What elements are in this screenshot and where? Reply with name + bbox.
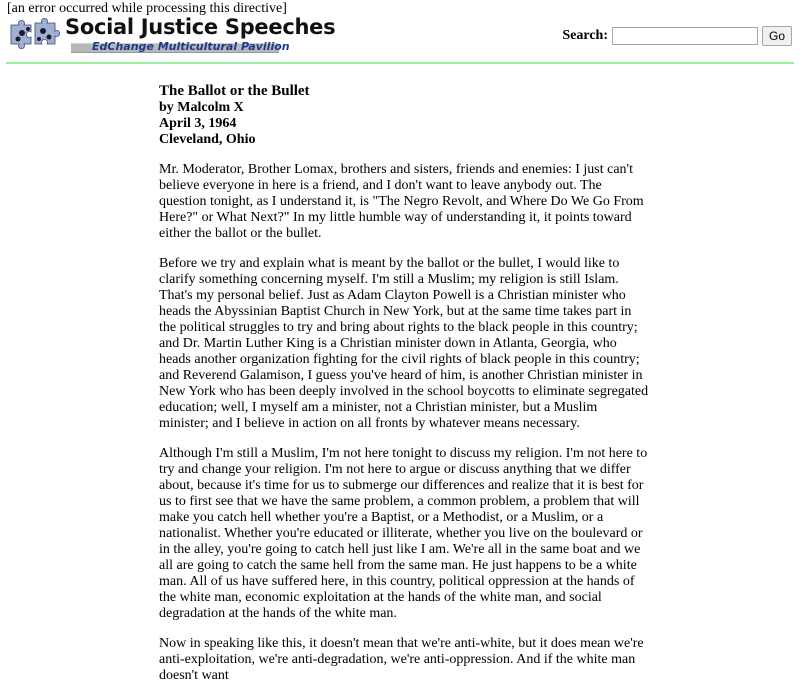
speech-paragraph: Before we try and explain what is meant by the ballot or the bullet, I would like to clarify something concerning myself. I'm still a Muslim; my religion is still Islam. That's my personal belief. Just as Adam Clayton Powell is a Christian minister who heads the Abyssinian Baptist Church in New York, but at the same time takes part in the political struggles to try and bring about rights to the black people in this country; and Dr. Martin Luther King is a Christian minister down in Atlanta, Georgia, who heads another organization fighting for the civil rights of black people in this country; and Reverend Galamison, I guess you've heard of him, is another Christian minister in New York who has been deeply involved in the school boycotts to eliminate segregated education; well, I myself am a minister, not a Christian minister, but a Muslim minister; and I believe in action on all fronts by whatever means necessary. <box>159 256 649 431</box>
speech-title: The Ballot or the Bullet <box>159 83 310 99</box>
speech-author: by Malcolm X <box>159 100 244 115</box>
site-logo[interactable] <box>8 15 336 55</box>
ssi-error-message: [an error occurred while processing this directive] <box>7 1 287 16</box>
logo-subtitle: EdChange Multicultural Pavilion <box>92 40 290 53</box>
header-divider <box>6 62 794 64</box>
logo-title: Social Justice Speeches <box>65 15 336 39</box>
speech-location: Cleveland, Ohio <box>159 132 256 147</box>
speech-paragraph: Although I'm still a Muslim, I'm not here tonight to discuss my religion. I'm not here to try and change your religion. I'm not here to argue or discuss anything that we differ about, because it's time for us to submerge our differences and realize that it is best for us to first see that we have the same problem, a common problem, a problem that will make you catch hell whether you're a Baptist, or a Methodist, or a Muslim, or a nationalist. Whether you're educated or illiterate, whether you live on the boulevard or in the alley, you're going to catch hell just like I am. We're all in the same boat and we all are going to catch the same hell from the same man. He just happens to be a white man. All of us have suffered here, in this country, political oppression at the hands of the white man, economic exploitation at the hands of the white man, and social degradation at the hands of the white man. <box>159 446 648 621</box>
search-form <box>562 26 792 46</box>
speech-paragraph: Now in speaking like this, it doesn't mean that we're anti-white, but it does mean we're anti-exploitation, we're anti-degradation, we're anti-oppression. And if the white man doesn't want <box>159 636 644 683</box>
go-button[interactable]: Go <box>762 26 792 46</box>
speech-paragraph: Mr. Moderator, Brother Lomax, brothers and sisters, friends and enemies: I just can't believe everyone in here is a friend, and I don't want to leave anybody out. The question tonight, as I understand it, is "The Negro Revolt, and Where Do We Go From Here?" or What Next?" In my little humble way of understanding it, it points toward either the ballot or the bullet. <box>159 162 644 241</box>
puzzle-pieces-icon <box>8 17 60 51</box>
speech-date: April 3, 1964 <box>159 116 237 131</box>
search-label: Search: <box>562 28 608 43</box>
search-input[interactable] <box>612 27 758 45</box>
